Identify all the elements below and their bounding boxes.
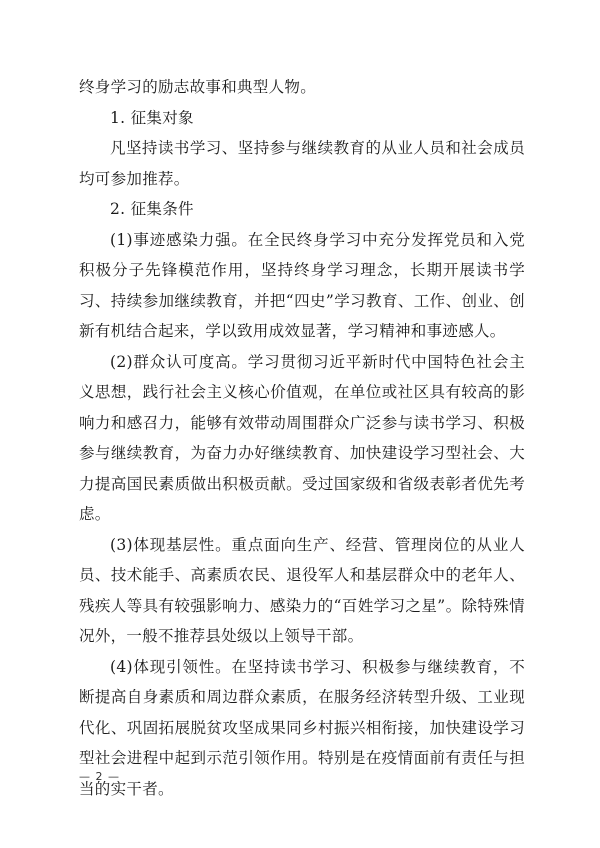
criteria-item-2: (2)群众认可度高。学习贯彻习近平新时代中国特色社会主义思想，践行社会主义核心价值观，在单位或社区具有较高的影响力和感召力，能够有效带动周围群众广泛参与读书学习、积极参与继续教育，为奋力办好继续教育、加快建设学习型社会、大力提高国民素质做出积极贡献。受过国家级和省级表彰者优先考虑。 (79, 352, 525, 523)
section-heading-target: 1. 征集对象 (110, 108, 194, 127)
continuation-paragraph: 终身学习的励志故事和典型人物。 (79, 78, 317, 96)
criteria-item-4: (4)体现引领性。在坚持读书学习、积极参与继续教育，不断提高自身素质和周边群众素质，在服务经济转型升级、工业现代化、巩固拓展脱贫攻坚成果同乡村振兴相衔接，加快建设学习型社会进程中起到示范引领作用。特别是在疫情面前有责任与担当的实干者。 (79, 657, 525, 798)
criteria-item-1: (1)事迹感染力强。在全民终身学习中充分发挥党员和入党积极分子先锋模范作用，坚持终身学习理念，长期开展读书学习、持续参加继续教育，并把“四史”学习教育、工作、创业、创新有机结合起来，学以致用成效显著，学习精神和事迹感人。 (79, 230, 525, 340)
target-paragraph: 凡坚持读书学习、坚持参与继续教育的从业人员和社会成员均可参加推荐。 (79, 139, 525, 188)
criteria-item-3: (3)体现基层性。重点面向生产、经营、管理岗位的从业人员、技术能手、高素质农民、退役军人和基层群众中的老年人、残疾人等具有较强影响力、感染力的“百姓学习之星”。除特殊情况外，一般不推荐县处级以上领导干部。 (79, 535, 525, 645)
section-heading-criteria: 2. 征集条件 (110, 200, 194, 218)
document-body (79, 72, 525, 804)
page-number: — 2 — (79, 770, 120, 783)
